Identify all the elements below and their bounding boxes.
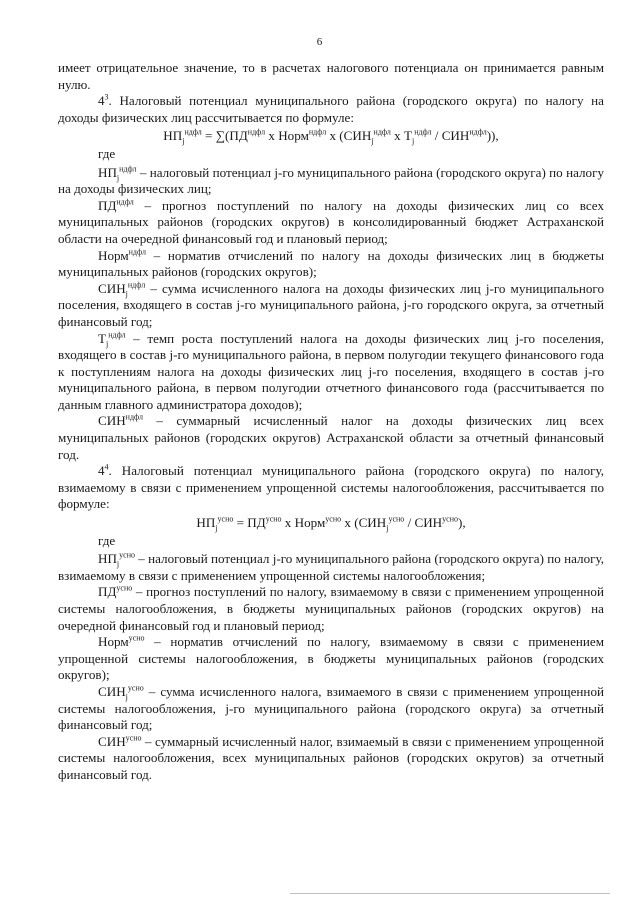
definition-sup: ндфл [119, 164, 137, 174]
definition-item [58, 198, 604, 248]
definition-sub: j [125, 289, 128, 299]
section-number: 4 [98, 463, 105, 479]
formula-sup: ндфл [469, 128, 487, 138]
definition-item [58, 684, 604, 734]
formula-term: / СИН [431, 128, 470, 144]
definition-item [58, 331, 604, 414]
where-label: где [98, 145, 116, 161]
intro-paragraph: имеет отрицательное значение, то в расчетах налогового потенциала он принимается равным нулю. [58, 60, 604, 92]
definition-sup: усно [119, 550, 135, 560]
formula-sup: усно [325, 514, 342, 524]
definition-sup: ндфл [125, 413, 143, 423]
formula-term: )), [486, 128, 499, 144]
formula-sub: j [371, 136, 374, 146]
formula-term: х (СИН [341, 515, 387, 531]
definition-sup: усно [125, 733, 142, 743]
formula-term: х Норм [281, 515, 326, 531]
definition-text: – налоговый потенциал j-го муниципального района (городского округа) по налогу на доходы физических лиц; [58, 164, 604, 197]
definition-text: – суммарный исчисленный налог, взимаемый в связи с применением упрощенной системы налогообложения, всех муниципальных районов (городских округов) за отчетный финансовый год. [58, 733, 604, 782]
definition-item [58, 584, 604, 634]
formula-term: = ∑(ПД [201, 128, 248, 144]
formula-ndfl [58, 128, 604, 145]
formula-sup: ндфл [247, 128, 266, 138]
definition-symbol: СИН [98, 413, 126, 429]
definition-symbol: НП [98, 551, 117, 567]
definition-symbol: Норм [98, 634, 129, 650]
formula-term: НП [196, 515, 216, 531]
formula-sub: j [386, 523, 389, 533]
definition-item [58, 281, 604, 331]
definition-sup: ндфл [116, 197, 134, 207]
section-number-sup: 4 [104, 462, 109, 472]
formula-term: х Т [390, 128, 412, 144]
definition-text: – сумма исчисленного налога на доходы физических лиц j-го муниципального поселения, входящего в состав j-го муниципального района, j-го городского округа, за отчетный финансовый год; [58, 280, 604, 329]
formula-sup: усно [217, 514, 234, 524]
formula-sup: ндфл [373, 128, 391, 138]
section-text: . Налоговый потенциал муниципального района (городского округа) по налогу, взимаемому в связи с применением упрощенной системы налогообложения, рассчитывается по формуле: [58, 463, 604, 512]
definition-symbol: СИН [98, 280, 126, 296]
page-number: 6 [316, 36, 323, 48]
formula-term: х Норм [265, 128, 309, 144]
formula-sup: ндфл [414, 128, 432, 138]
where-label: где [98, 532, 116, 548]
definition-symbol: Норм [98, 247, 129, 263]
formula-sup: усно [442, 514, 458, 524]
definition-text: – темп роста поступлений налога на доходы физических лиц j-го поселения, входящего в состав j-го муниципального района, в первом полугодии текущего финансового года к поступлениям налога на доходы физических лиц j-го поселения, входящего в состав j-го муниципального района, в первом полугодии отчетного финансового года (рассчитывается по данным главного администратора доходов); [58, 330, 604, 412]
formula-sub: j [215, 523, 218, 533]
section-number: 4 [98, 93, 105, 109]
definition-text: – суммарный исчисленный налог на доходы физических лиц всех муниципальных районов (городских округов) Астраханской области за отчетный финансовый год. [58, 413, 604, 462]
definition-sub: j [106, 339, 109, 349]
formula-sup: усно [388, 514, 405, 524]
definition-text: – норматив отчислений по налогу на доходы физических лиц в бюджеты муниципальных районов (городских округов); [58, 247, 604, 280]
formula-term: ), [457, 515, 466, 531]
formula-sup: усно [265, 514, 282, 524]
definition-symbol: Т [98, 330, 106, 346]
definition-sup: ндфл [128, 247, 146, 257]
formula-term: НП [163, 128, 183, 144]
formula-sup: ндфл [184, 128, 202, 138]
definition-text: – налоговый потенциал j-го муниципального района (городского округа) по налогу, взимаемому в связи с применением упрощенной системы налогообложения; [58, 551, 604, 583]
definition-sup: усно [116, 584, 133, 594]
formula-term: / СИН [404, 515, 443, 531]
definition-sub: j [116, 173, 120, 183]
formula-sup: ндфл [308, 128, 327, 138]
definition-sup: ндфл [127, 280, 146, 290]
definition-symbol: НП [98, 164, 117, 180]
section-usno-heading [58, 463, 604, 513]
bottom-divider [290, 893, 610, 894]
section-ndfl-heading [58, 93, 604, 126]
definition-symbol: ПД [98, 197, 117, 213]
definition-sup: усно [128, 633, 145, 643]
definition-sub: j [125, 692, 128, 702]
definition-item [58, 413, 604, 463]
definition-item [58, 165, 604, 198]
definition-item [58, 551, 604, 584]
definition-item [58, 734, 604, 784]
document-body [58, 60, 604, 784]
formula-usno [58, 515, 604, 532]
section-text: . Налоговый потенциал муниципального района (городского округа) по налогу на доходы физических лиц рассчитывается по формуле: [58, 93, 604, 125]
definition-item [58, 248, 604, 281]
definition-sub: j [116, 559, 120, 569]
definition-symbol: ПД [98, 584, 117, 600]
definition-text: – норматив отчислений по налогу, взимаемому в связи с применением упрощенной системы налогообложения, в бюджеты муниципальных районов (городских округов); [58, 634, 604, 683]
formula-term: х (СИН [326, 128, 372, 144]
definition-sup: ндфл [108, 330, 126, 340]
formula-term: = ПД [233, 515, 266, 531]
definition-text: – прогноз поступлений по налогу на доходы физических лиц со всех муниципальных районов (городских округов) в консолидированный бюджет Астраханской области на очередной финансовый год и плановый период; [58, 197, 604, 246]
formula-sub: j [411, 136, 415, 146]
section-number-sup: 3 [104, 92, 109, 102]
formula-sub: j [182, 136, 185, 146]
definition-symbol: СИН [98, 733, 126, 749]
definition-item [58, 634, 604, 684]
definition-sup: усно [127, 683, 144, 693]
definition-text: – прогноз поступлений по налогу, взимаемому в связи с применением упрощенной системы налогообложения, в бюджеты муниципальных районов (городских округов) на очередной финансовый год и плановый период; [58, 584, 604, 633]
definition-symbol: СИН [98, 683, 126, 699]
definition-text: – сумма исчисленного налога, взимаемого в связи с применением упрощенной системы налогообложения, j-го муниципального района (городского округа) за отчетный финансовый год; [58, 683, 604, 733]
